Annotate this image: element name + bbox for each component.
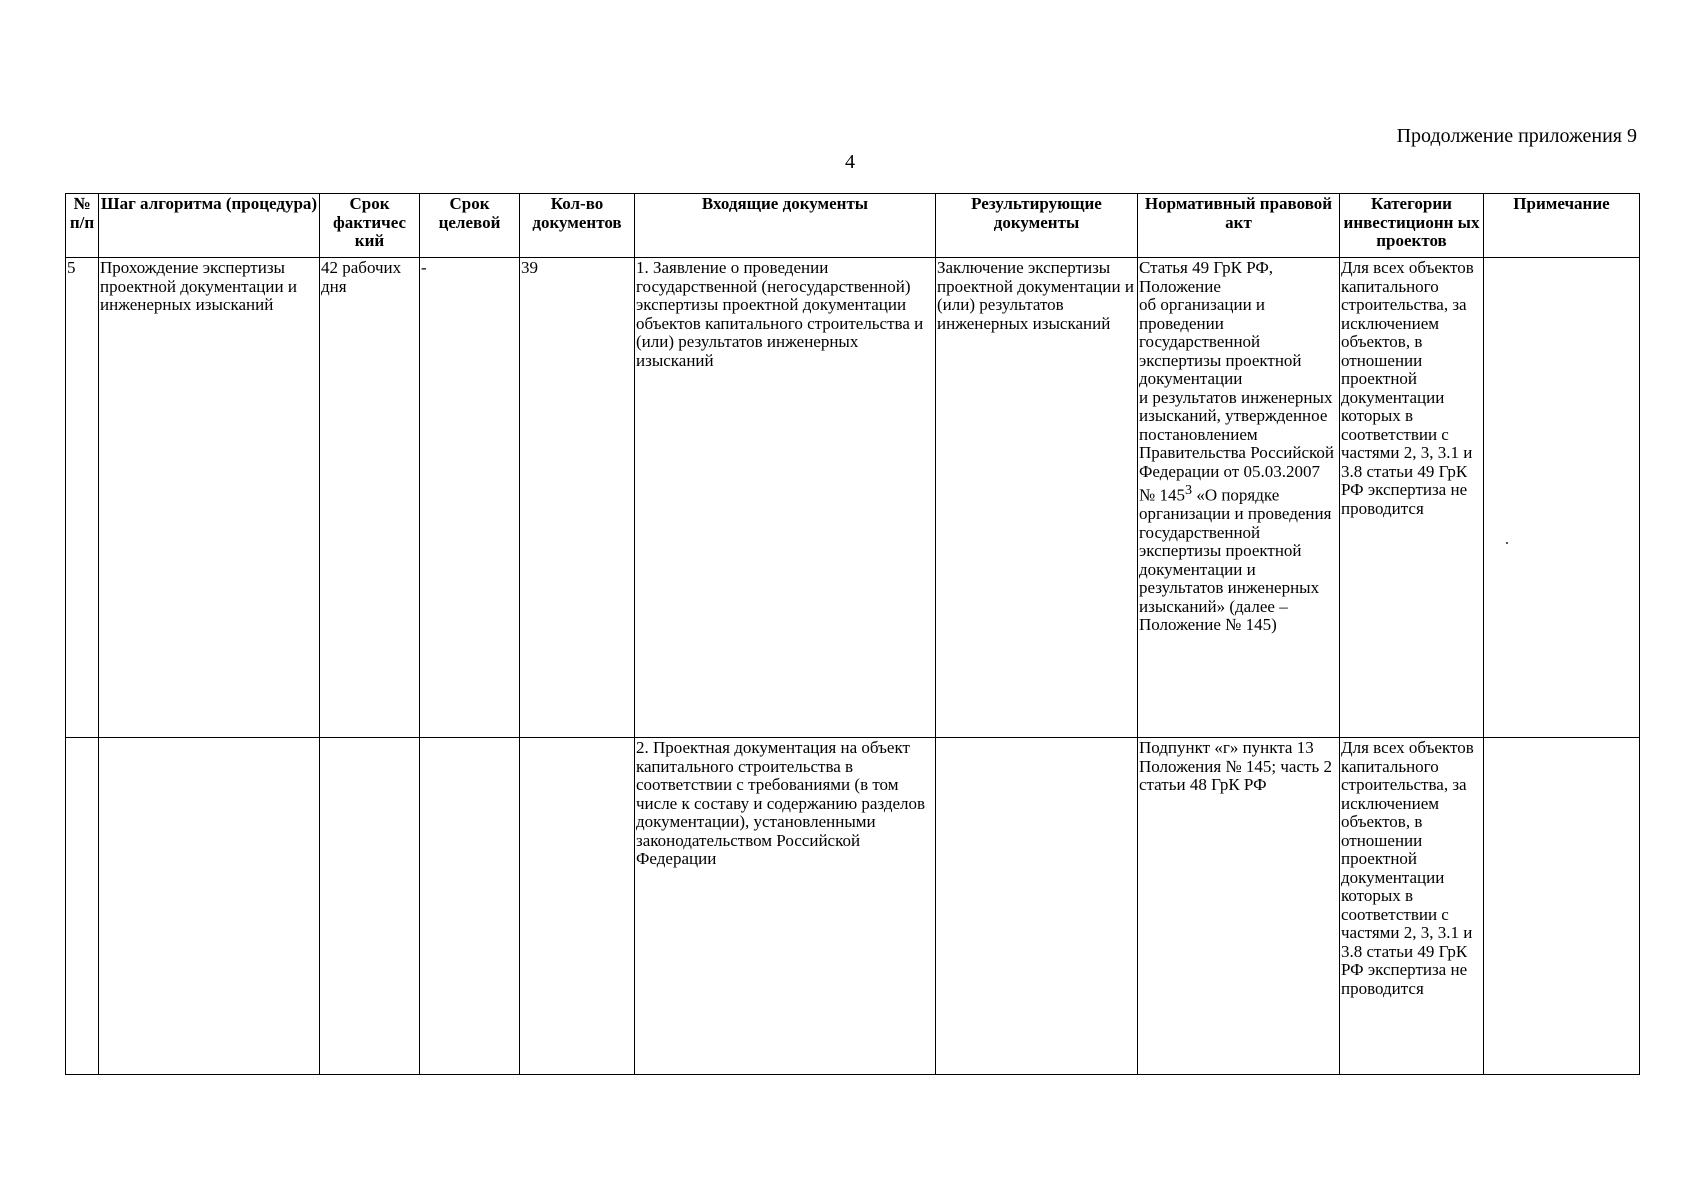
- cell-doc-count: [520, 738, 635, 1075]
- cell-legal-act: Подпункт «г» пункта 13 Положения № 145; часть 2 статьи 48 ГрК РФ: [1138, 738, 1340, 1075]
- scan-speck: [1506, 542, 1508, 544]
- cell-input-docs: 2. Проектная документация на объект капитального строительства в соответствии с требованиями (в том числе к составу и содержанию разделов документации), установленными законодательством Российской Федерации: [635, 738, 936, 1075]
- cell-input-docs: 1. Заявление о проведении государственной (негосударственной) экспертизы проектной документации объектов капитального строительства и (или) результатов инженерных изысканий: [635, 258, 936, 738]
- header-actual-term: Срок фактичес кий: [320, 194, 420, 258]
- cell-num: 5: [66, 258, 99, 738]
- header-input-docs: Входящие документы: [635, 194, 936, 258]
- legal-act-text-cont: «О порядке организации и проведения государственной экспертизы проектной документации и результатов инженерных изысканий» (далее – Положение № 145): [1139, 485, 1332, 635]
- header-legal-act: Нормативный правовой акт: [1138, 194, 1340, 258]
- header-categories: Категории инвестиционн ых проектов: [1340, 194, 1484, 258]
- footnote-marker: 3: [1184, 482, 1193, 498]
- cell-actual-term: [320, 738, 420, 1075]
- cell-note: [1484, 258, 1640, 738]
- page-number: 4: [845, 151, 855, 173]
- cell-result-docs: [936, 738, 1138, 1075]
- table-row: [66, 738, 1640, 1075]
- header-result-docs: Результирующие документы: [936, 194, 1138, 258]
- algorithm-table: [65, 193, 1640, 1075]
- header-doc-count: Кол-во документов: [520, 194, 635, 258]
- cell-step: Прохождение экспертизы проектной документации и инженерных изысканий: [99, 258, 320, 738]
- cell-target-term: -: [420, 258, 520, 738]
- cell-note: [1484, 738, 1640, 1075]
- cell-categories: Для всех объектов капитального строительства, за исключением объектов, в отношении проектной документации которых в соответствии с частями 2, 3, 3.1 и 3.8 статьи 49 ГрК РФ экспертиза не проводится: [1340, 258, 1484, 738]
- appendix-label: Продолжение приложения 9: [1396, 125, 1637, 147]
- cell-num: [66, 738, 99, 1075]
- cell-result-docs: Заключение экспертизы проектной документации и (или) результатов инженерных изысканий: [936, 258, 1138, 738]
- cell-step: [99, 738, 320, 1075]
- cell-categories: Для всех объектов капитального строительства, за исключением объектов, в отношении проектной документации которых в соответствии с частями 2, 3, 3.1 и 3.8 статьи 49 ГрК РФ экспертиза не проводится: [1340, 738, 1484, 1075]
- table-header-row: [66, 194, 1640, 258]
- table-row: [66, 258, 1640, 738]
- cell-doc-count: 39: [520, 258, 635, 738]
- header-note: Примечание: [1484, 194, 1640, 258]
- cell-target-term: [420, 738, 520, 1075]
- header-step: Шаг алгоритма (процедура): [99, 194, 320, 258]
- header-target-term: Срок целевой: [420, 194, 520, 258]
- cell-actual-term: 42 рабочих дня: [320, 258, 420, 738]
- legal-act-text: Статья 49 ГрК РФ, Положение об организации и проведении государственной экспертизы проектной документации и результатов инженерных изысканий, утвержденное постановлением Правительства Российской Федерации от 05.03.2007 № 145: [1139, 258, 1335, 505]
- header-num: № п/п: [66, 194, 99, 258]
- cell-legal-act: [1138, 258, 1340, 738]
